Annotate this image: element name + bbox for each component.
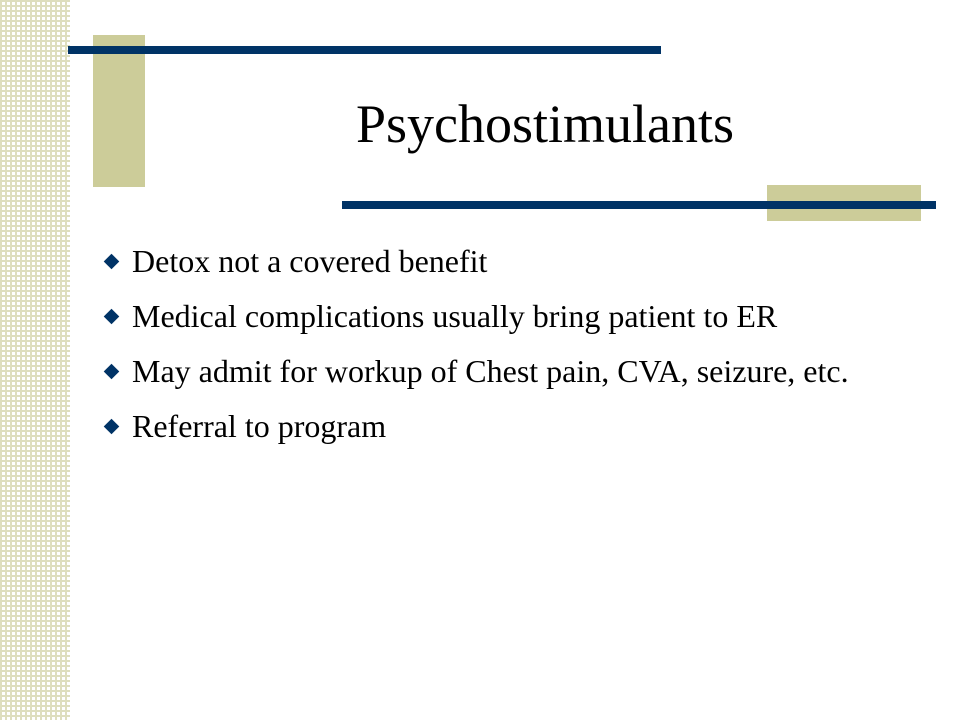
decorative-side-stripes: [0, 0, 70, 720]
bullet-text: Detox not a covered benefit: [132, 243, 488, 279]
bullet-item: [104, 352, 894, 390]
diamond-bullet-icon: [104, 309, 120, 325]
diamond-bullet-icon: [104, 419, 120, 435]
decorative-line-top: [68, 46, 661, 54]
diamond-bullet-icon: [104, 364, 120, 380]
diamond-bullet-icon: [104, 254, 120, 270]
bullet-text: May admit for workup of Chest pain, CVA, seizure, etc.: [132, 353, 849, 389]
bullet-item: [104, 242, 894, 280]
decorative-block-left: [93, 35, 145, 187]
slide-title: Psychostimulants: [355, 94, 735, 154]
bullet-item: [104, 407, 894, 445]
bullet-text: Referral to program: [132, 408, 387, 444]
bullet-list: [104, 242, 894, 462]
bullet-text: Medical complications usually bring patient to ER: [132, 298, 778, 334]
decorative-line-bottom: [342, 201, 936, 209]
bullet-item: [104, 297, 894, 335]
